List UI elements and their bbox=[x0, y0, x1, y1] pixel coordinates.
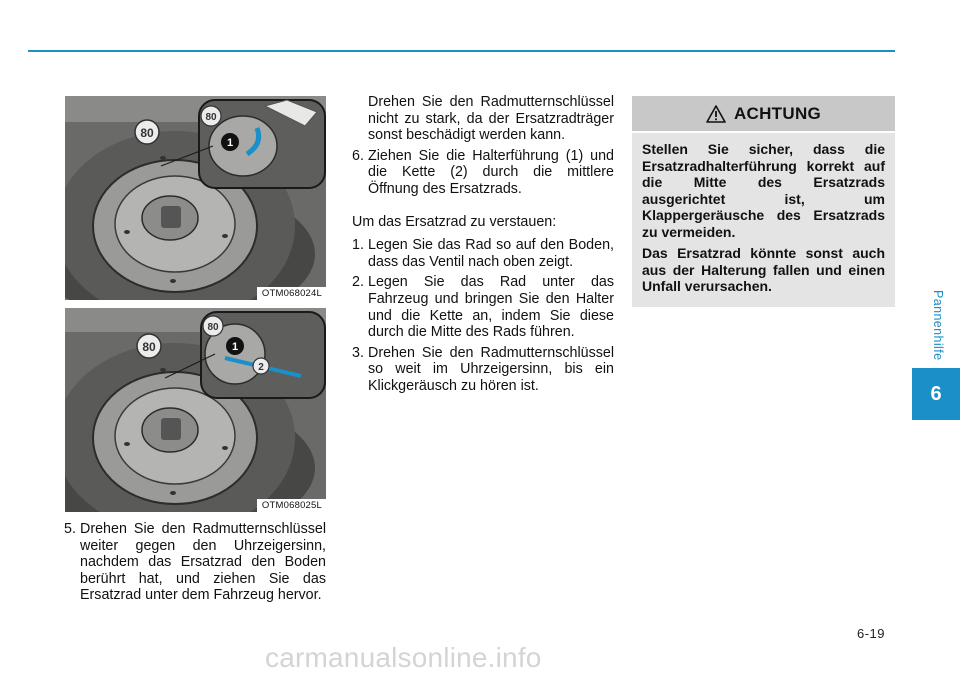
chapter-tab: 6 bbox=[912, 368, 960, 420]
header-rule bbox=[28, 50, 895, 52]
spare-wheel-illustration bbox=[65, 96, 326, 300]
step-number: 1. bbox=[352, 237, 364, 254]
step-item bbox=[352, 274, 614, 340]
caution-body bbox=[632, 133, 895, 295]
figure-code: OTM068024L bbox=[257, 287, 326, 300]
svg-text:1: 1 bbox=[226, 137, 234, 149]
step-number: 5. bbox=[64, 521, 76, 537]
step-item bbox=[352, 345, 614, 395]
caution-header bbox=[632, 96, 895, 133]
watermark: carmanualsonline.info bbox=[265, 642, 542, 673]
figure-code: OTM068025L bbox=[257, 499, 326, 512]
step-text: Ziehen Sie die Halterführung (1) und die Kette (2) durch die mittlere Öffnung des Ersatzrads. bbox=[368, 147, 614, 197]
step-text: Drehen Sie den Radmutternschlüssel weiter gegen den Uhrzeigersinn, nachdem das Ersatzrad den Boden berührt hat, und ziehen Sie das Ersatzrad unter dem Fahrzeug hervor. bbox=[80, 521, 326, 604]
svg-text:80: 80 bbox=[207, 322, 219, 333]
step-text: Legen Sie das Rad unter das Fahrzeug und bringen Sie den Halter und die Kette an, indem Sie diese durch die Mitte des Rads führen. bbox=[368, 274, 614, 341]
figure-spare-wheel-stowing bbox=[65, 308, 326, 512]
middle-column-text bbox=[352, 94, 614, 395]
step-text: Drehen Sie den Radmutternschlüssel nicht zu stark, da der Ersatzradträger sonst beschädigt werden kann. bbox=[368, 94, 614, 144]
step-item bbox=[352, 237, 614, 270]
spare-wheel-illustration bbox=[65, 308, 326, 512]
rim-label-80 bbox=[137, 334, 161, 358]
step-number: 3. bbox=[352, 344, 364, 361]
step-continuation bbox=[352, 94, 614, 144]
step-number: 2. bbox=[352, 274, 364, 291]
detail-inset bbox=[199, 100, 325, 188]
svg-text:80: 80 bbox=[205, 112, 217, 123]
svg-text:1: 1 bbox=[231, 341, 239, 353]
section-intro: Um das Ersatzrad zu verstauen: bbox=[352, 213, 557, 230]
step-item bbox=[64, 521, 326, 604]
page-number: 6-19 bbox=[857, 626, 886, 641]
step-text: Drehen Sie den Radmutternschlüssel so weit im Uhrzeigersinn, bis ein Klickgeräusch zu hören ist. bbox=[368, 344, 614, 394]
caution-paragraph: Stellen Sie sicher, dass die Ersatzradhalterführung korrekt auf die Mitte des Ersatzrads ausgerichtet ist, um Klappergeräusche des Ersatzrads zu vermeiden. bbox=[642, 141, 885, 240]
step-item bbox=[352, 148, 614, 198]
svg-text:80: 80 bbox=[140, 126, 154, 140]
warning-triangle-icon bbox=[706, 105, 726, 123]
svg-text:2: 2 bbox=[258, 362, 264, 373]
caution-title: ACHTUNG bbox=[733, 103, 822, 123]
step-text: Legen Sie das Rad so auf den Boden, dass das Ventil nach oben zeigt. bbox=[368, 237, 614, 270]
figure-spare-wheel-lowering bbox=[65, 96, 326, 300]
detail-inset bbox=[201, 312, 325, 398]
section-side-label: Pannenhilfe bbox=[931, 290, 945, 361]
rim-label-80 bbox=[135, 120, 159, 144]
caution-box bbox=[632, 96, 895, 307]
caution-paragraph: Das Ersatzrad könnte sonst auch aus der Halterung fallen und einen Unfall verursachen. bbox=[642, 245, 885, 294]
step-number: 6. bbox=[352, 147, 364, 164]
svg-text:80: 80 bbox=[142, 340, 156, 354]
left-column-text bbox=[64, 521, 326, 604]
